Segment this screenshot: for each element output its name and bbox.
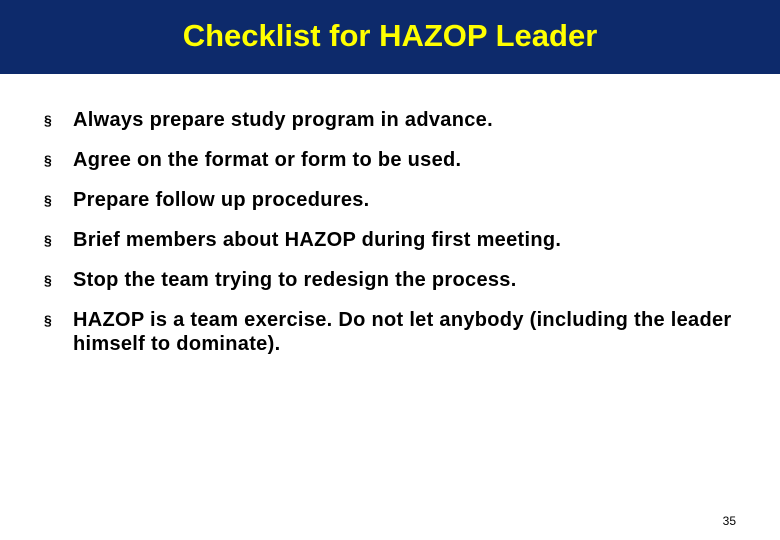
bullet-item (44, 148, 744, 172)
bullet-item (44, 308, 744, 356)
bullet-text: Agree on the format or form to be used. (73, 149, 462, 171)
bullet-text: Always prepare study program in advance. (73, 109, 493, 131)
bullet-marker-icon: § (44, 152, 53, 168)
bullet-item (44, 108, 744, 132)
bullet-item (44, 228, 744, 252)
page-number: 35 (722, 514, 736, 528)
bullet-text: HAZOP is a team exercise. Do not let anybody (including the leader himself to dominate). (73, 309, 732, 355)
bullet-marker-icon: § (44, 312, 53, 328)
bullet-item (44, 188, 744, 212)
bullet-text: Prepare follow up procedures. (73, 189, 370, 211)
bullet-item (44, 268, 744, 292)
slide-title: Checklist for HAZOP Leader (182, 18, 598, 53)
title-bar (0, 0, 780, 74)
bullet-marker-icon: § (44, 192, 53, 208)
bullet-list (44, 108, 744, 372)
bullet-text: Brief members about HAZOP during first meeting. (73, 229, 562, 251)
bullet-marker-icon: § (44, 232, 53, 248)
bullet-text: Stop the team trying to redesign the process. (73, 269, 517, 291)
bullet-marker-icon: § (44, 112, 53, 128)
bullet-marker-icon: § (44, 272, 53, 288)
